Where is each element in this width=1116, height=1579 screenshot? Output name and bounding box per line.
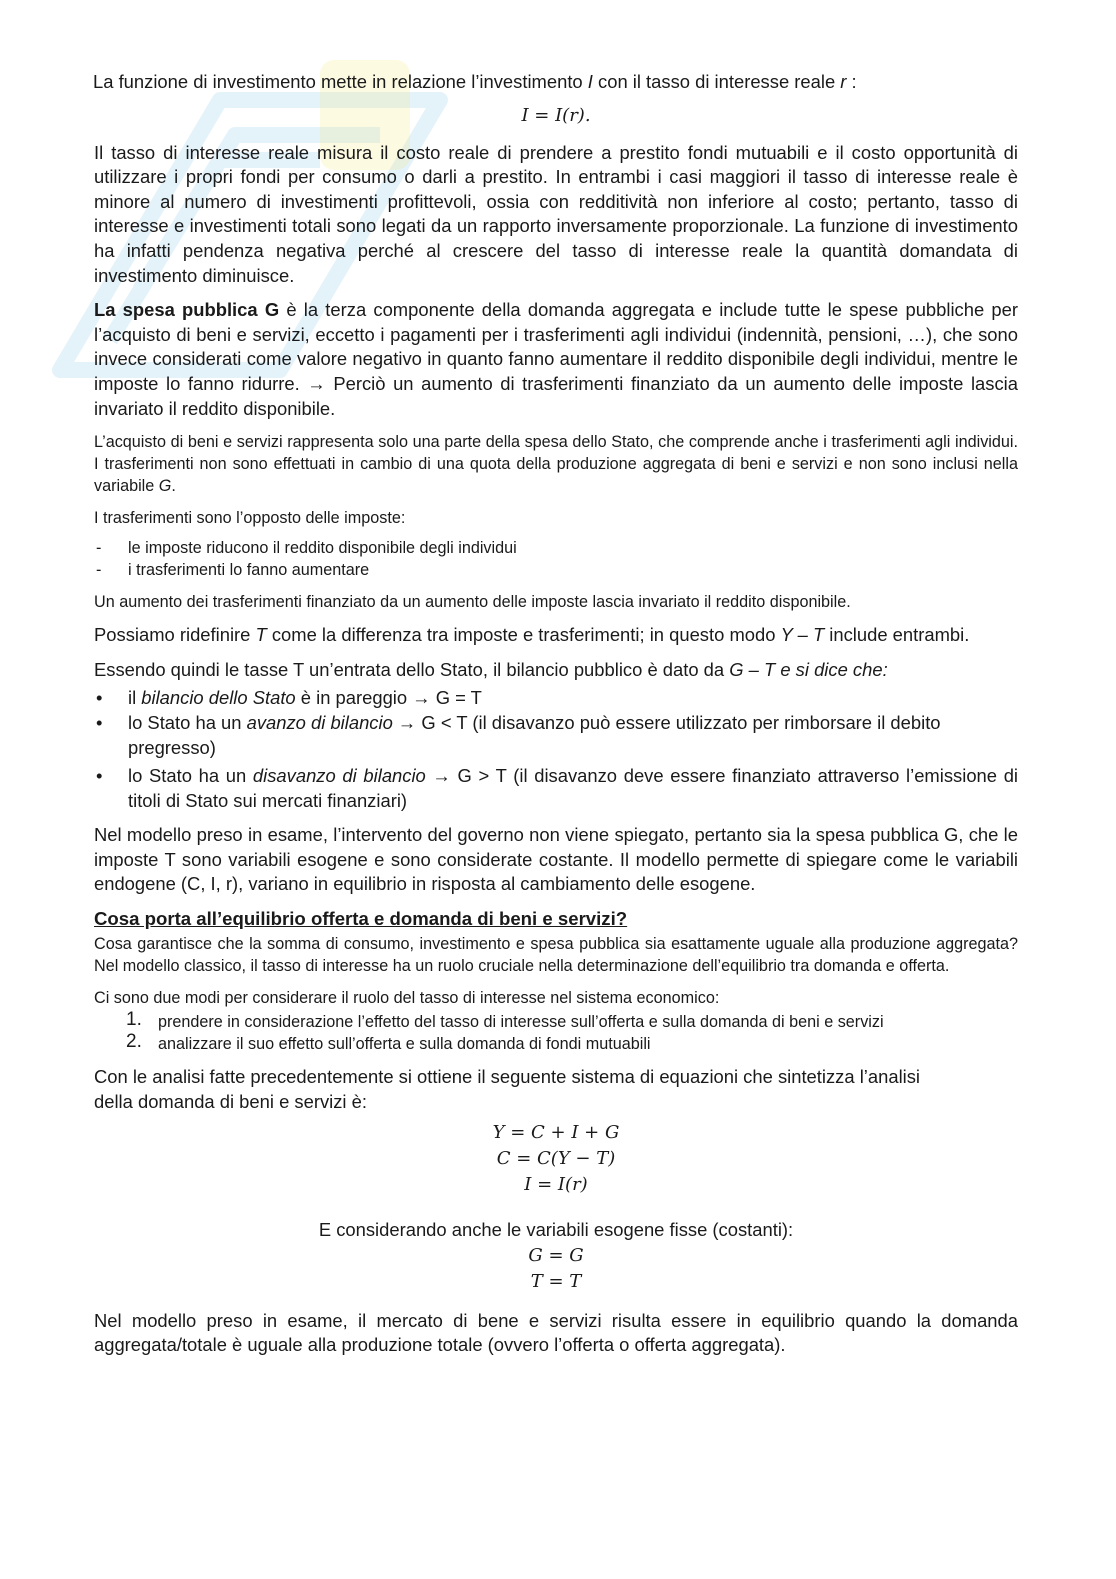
budget-list xyxy=(94,686,1018,813)
list-item: 1. prendere in considerazione l’effetto del tasso di interesse sull’offerta e sulla domanda di beni e servizi xyxy=(126,1009,884,1032)
equation: Y = C + I + G xyxy=(492,1122,620,1144)
list-item: • lo Stato ha un disavanzo di bilancio → G > T (il disavanzo deve essere finanziato attraverso l’emissione di titoli di Stato sui mercati finanziari) xyxy=(96,765,1019,811)
list-item: 2. analizzare il suo effetto sull’offerta e sulla domanda di fondi mutuabili xyxy=(126,1031,651,1054)
model-paragraph: Nel modello preso in esame, l’intervento del governo non viene spiegato, pertanto sia la spesa pubblica G, che le imposte T sono variabili esogene e sono considerate costante. Il modello permette di spiegare come le variabili endogene (C, I, r), variano in equilibrio in risposta al cambiamento delle esogene. xyxy=(94,824,1018,895)
budget-paragraph: Essendo quindi le tasse T un’entrata dello Stato, il bilancio pubblico è dato da G – T e si dice che: xyxy=(94,658,888,680)
public-spending-paragraph: La spesa pubblica G è la terza componente della domanda aggregata e include tutte le spese pubbliche per l’acquisto di beni e servizi, eccetto i pagamenti per i trasferimenti agli individui (indennità, pensioni, …), che sono invece considerati come valore negativo in quanto fanno aumentare il reddito disponibile degli individui, mentre le imposte lo fanno ridurre. → Perciò un aumento di trasferimenti finanziato da un aumento delle imposte lascia invariato il reddito disponibile. xyxy=(94,299,1018,419)
list-item: • lo Stato ha un avanzo di bilancio → G < T (il disavanzo può essere utilizzato per rimborsare il debito pregresso) xyxy=(96,711,941,758)
list-item: - le imposte riducono il reddito disponibile degli individui xyxy=(96,539,517,558)
equation-system-intro: Con le analisi fatte precedentemente si ottiene il seguente sistema di equazioni che sintetizza l’analisi della domanda di beni e servizi è: xyxy=(94,1066,921,1112)
exogenous-equations xyxy=(94,1243,1018,1295)
real-interest-paragraph: Il tasso di interesse reale misura il costo reale di prendere a prestito fondi mutuabili e il costo opportunità di utilizzare i propri fondi per consumo o darli a prestito. In entrambi i casi maggiori il tasso di interesse reale è minore al numero di investimenti profittevoli, ossia con redditività non inferiore al costo; pertanto, tasso di interesse e investimenti totali sono legati da un rapporto inversamente proporzionale. La funzione di investimento ha infatti pendenza negativa perché al crescere del tasso di interesse reale la quantità domandata di investimento diminuisce. xyxy=(94,141,1018,286)
equilibrium-paragraph: Cosa garantisce che la somma di consumo, investimento e spesa pubblica sia esattamente uguale alla produzione aggregata? Nel modello classico, il tasso di interesse ha un ruolo cruciale nella determinazione dell’equilibrio tra domanda e offerta. xyxy=(94,935,1018,976)
equation: I = I(r) xyxy=(524,1174,588,1196)
investment-function-intro: La funzione di investimento mette in relazione l’investimento I con il tasso di interesse reale r : xyxy=(93,71,857,92)
equation: C = C(Y − T) xyxy=(496,1148,616,1170)
redefine-t-paragraph: Possiamo ridefinire T come la differenza tra imposte e trasferimenti; in questo modo Y – T include entrambi. xyxy=(94,624,970,646)
equation: G = G xyxy=(528,1244,584,1266)
transfers-list xyxy=(94,537,1018,581)
section-heading: Cosa porta all’equilibrio offerta e domanda di beni e servizi? xyxy=(94,908,628,930)
list-item: • il bilancio dello Stato è in pareggio → G = T xyxy=(96,687,482,709)
transfers-intro: I trasferimenti sono l’opposto delle imposte: xyxy=(94,509,406,528)
purchase-paragraph: L’acquisto di beni e servizi rappresenta solo una parte della spesa dello Stato, che comprende anche i trasferimenti agli individui. I trasferimenti non sono effettuati in cambio di una quota della produzione aggregata di beni e servizi e non sono inclusi nella variabile G. xyxy=(94,433,1018,496)
document-page xyxy=(94,70,1018,1358)
market-equilibrium-paragraph: Nel modello preso in esame, il mercato di bene e servizi risulta essere in equilibrio quando la domanda aggregata/totale è uguale alla produzione totale (ovvero l’offerta o offerta aggregata). xyxy=(94,1309,1018,1356)
two-ways-list xyxy=(94,1011,1018,1055)
public-spending-term: La spesa pubblica G xyxy=(94,299,280,321)
exogenous-intro: E considerando anche le variabili esogene fisse (costanti): xyxy=(318,1219,794,1241)
two-ways-intro: Ci sono due modi per considerare il ruolo del tasso di interesse nel sistema economico: xyxy=(94,989,720,1008)
list-item: - i trasferimenti lo fanno aumentare xyxy=(96,561,370,580)
transfers-note: Un aumento dei trasferimenti finanziato da un aumento delle imposte lascia invariato il reddito disponibile. xyxy=(94,593,851,612)
equation-system xyxy=(94,1120,1018,1198)
equation: T = T xyxy=(530,1270,582,1292)
investment-equation: I = I(r). xyxy=(521,104,591,126)
